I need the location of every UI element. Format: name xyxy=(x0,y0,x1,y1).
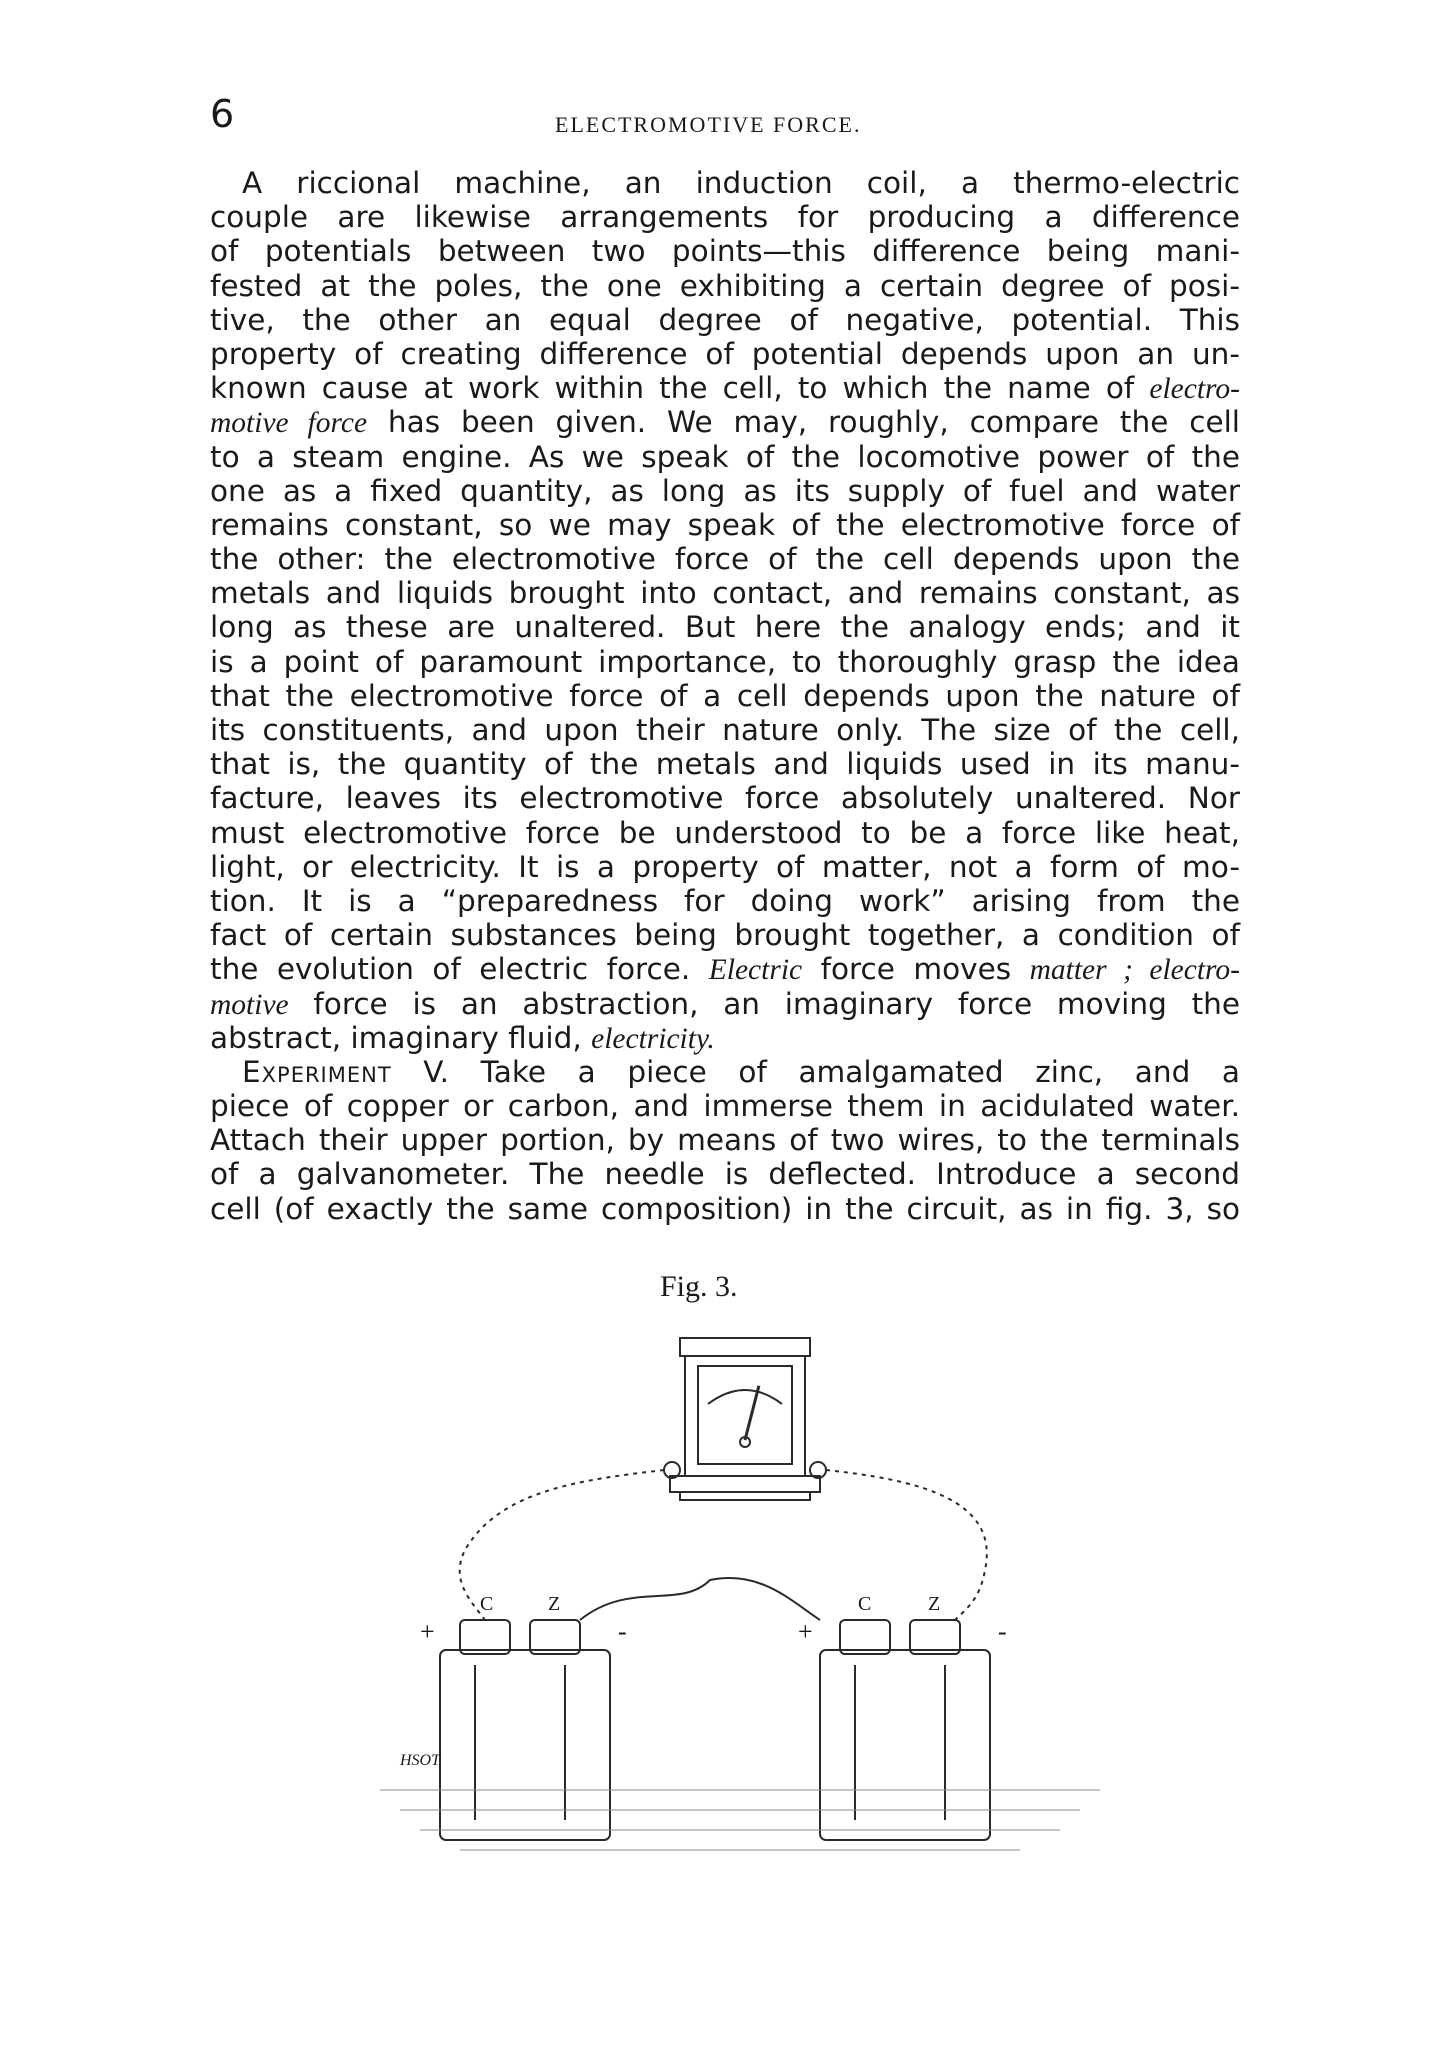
text-line: is a point of paramount importance, to thoroughly grasp the idea xyxy=(210,644,1240,679)
text-line: fested at the poles, the one exhibiting a certain degree of posi- xyxy=(210,268,1240,303)
text-segment: force is an abstraction, an imaginary force moving the xyxy=(288,986,1240,1021)
galvanometer-case xyxy=(685,1356,805,1476)
right-cell-carbon-terminal xyxy=(840,1620,890,1654)
galvanometer-base xyxy=(670,1476,820,1492)
text-line xyxy=(210,371,1240,405)
right-cell xyxy=(820,1620,990,1840)
text-line: its constituents, and upon their nature only. The size of the cell, xyxy=(210,713,1240,747)
label-left-z: Z xyxy=(548,1593,561,1615)
text-line: facture, leaves its electromotive force absolutely unaltered. Nor xyxy=(210,781,1240,816)
text-line xyxy=(210,952,1240,986)
italic-term: electricity. xyxy=(591,1022,715,1055)
text-segment: known cause at work within the cell, to which the name of xyxy=(210,371,1135,406)
text-line xyxy=(210,987,1240,1021)
body-text xyxy=(210,166,1240,1226)
figure-3-illustration xyxy=(380,1320,1100,1880)
italic-term: matter ; electro- xyxy=(1029,954,1240,987)
text-line: A riccional machine, an induction coil, a thermo-electric xyxy=(242,166,1240,200)
text-segment: has been given. We may, roughly, compare the cell xyxy=(367,405,1240,440)
text-line: metals and liquids brought into contact, and remains constant, as xyxy=(210,576,1240,611)
italic-term: motive xyxy=(210,988,289,1021)
right-cell-jar xyxy=(820,1650,990,1840)
engraver-signature: HSOT xyxy=(400,1752,441,1769)
left-cell xyxy=(440,1620,610,1840)
text-line: of a galvanometer. The needle is deflected. Introduce a second xyxy=(210,1157,1240,1192)
text-segment: abstract, imaginary fluid, xyxy=(210,1020,592,1055)
text-line: Attach their upper portion, by means of two wires, to the terminals xyxy=(210,1123,1240,1158)
text-line xyxy=(210,405,1240,439)
left-cell-zinc-terminal xyxy=(530,1620,580,1654)
text-line xyxy=(210,1021,1240,1055)
text-line: couple are likewise arrangements for producing a difference xyxy=(210,200,1240,235)
label-left-c: C xyxy=(480,1593,494,1615)
galvanometer xyxy=(664,1338,826,1500)
text-line: tion. It is a “preparedness for doing work” arising from the xyxy=(210,883,1240,918)
text-line: property of creating difference of potential depends upon an un- xyxy=(210,336,1240,371)
text-line: light, or electricity. It is a property of matter, not a form of mo- xyxy=(210,849,1240,884)
text-line xyxy=(210,1055,1240,1089)
text-segment: force moves xyxy=(802,952,1030,987)
text-line: remains constant, so we may speak of the electromotive force of xyxy=(210,507,1240,542)
text-line: that the electromotive force of a cell depends upon the nature of xyxy=(210,678,1240,713)
left-cell-carbon-terminal xyxy=(460,1620,510,1654)
text-line: fact of certain substances being brought together, a condition of xyxy=(210,918,1240,953)
right-cell-zinc-terminal xyxy=(910,1620,960,1654)
label-right-z: Z xyxy=(928,1593,941,1615)
label-minus-right: - xyxy=(998,1617,1007,1646)
text-line: must electromotive force be understood to be a force like heat, xyxy=(210,815,1240,850)
label-right-c: C xyxy=(858,1593,872,1615)
page-number: 6 xyxy=(210,92,235,136)
text-line: to a steam engine. As we speak of the locomotive power of the xyxy=(210,439,1240,474)
galvanometer-dial xyxy=(698,1366,792,1464)
galvanometer-needle xyxy=(745,1386,759,1440)
text-segment: the evolution of electric force. xyxy=(210,952,709,987)
label-plus-left: + xyxy=(420,1617,435,1646)
italic-term: Electric xyxy=(708,954,803,987)
wire-between-cells xyxy=(580,1578,820,1620)
figure-svg xyxy=(380,1320,1100,1880)
text-line: the other: the electromotive force of the cell depends upon the xyxy=(210,542,1240,577)
italic-term: electro- xyxy=(1149,373,1240,406)
text-line: piece of copper or carbon, and immerse them in acidulated water. xyxy=(210,1089,1240,1124)
text-line: one as a fixed quantity, as long as its supply of fuel and water xyxy=(210,473,1240,508)
label-minus-left: - xyxy=(618,1617,627,1646)
galvanometer-plinth xyxy=(680,1492,810,1500)
left-cell-jar xyxy=(440,1650,610,1840)
text-line: tive, the other an equal degree of negative, potential. This xyxy=(210,302,1240,337)
text-line: that is, the quantity of the metals and liquids used in its manu- xyxy=(210,747,1240,782)
running-head: ELECTROMOTIVE FORCE. xyxy=(555,112,862,137)
galvanometer-top xyxy=(680,1338,810,1356)
italic-term: motive force xyxy=(210,407,368,440)
label-plus-right: + xyxy=(798,1617,813,1646)
experiment-label: Experiment xyxy=(242,1054,392,1089)
galvanometer-scale xyxy=(708,1390,782,1404)
wire-right xyxy=(826,1470,987,1620)
text-line: cell (of exactly the same composition) in the circuit, as in fig. 3, so xyxy=(210,1191,1240,1226)
text-line: long as these are unaltered. But here the analogy ends; and it xyxy=(210,610,1240,645)
text-line: of potentials between two points—this difference being mani- xyxy=(210,234,1240,269)
figure-caption: Fig. 3. xyxy=(660,1270,738,1303)
text-segment: V. Take a piece of amalgamated zinc, and a xyxy=(391,1054,1240,1089)
